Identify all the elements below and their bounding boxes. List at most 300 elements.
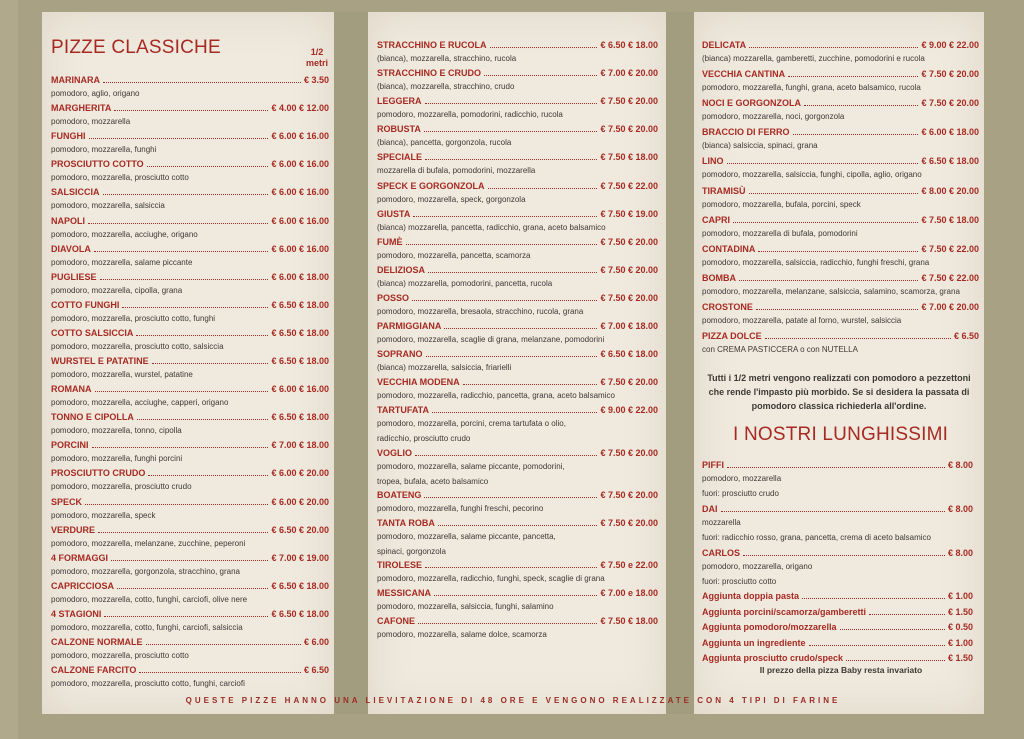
menu-item-price: € 6.00 € 16.00 (271, 159, 329, 170)
dot-leader (114, 102, 268, 111)
menu-item-row (377, 404, 658, 416)
menu-item-ingredients: mozzarella di bufala, pomodorini, mozzarella (377, 166, 536, 176)
menu-item (377, 151, 658, 176)
menu-item (51, 186, 329, 211)
dot-leader (415, 447, 597, 456)
menu-item-price: € 6.00 € 16.00 (271, 384, 329, 395)
menu-item (51, 636, 329, 660)
menu-item-price: € 6.00 € 16.00 (271, 243, 329, 254)
menu-item-row (702, 590, 973, 602)
menu-item-price: € 4.00 € 12.00 (271, 103, 329, 114)
menu-item-ingredients: pomodoro, mozzarella, salame piccante, pomodorini, (377, 461, 565, 471)
menu-item-name: BOMBA (702, 272, 736, 283)
menu-item-ingredients: pomodoro, mozzarella, salame piccante (51, 257, 193, 267)
menu-item-name: SPECK (51, 496, 83, 507)
dot-leader (727, 155, 919, 164)
menu-item-price: € 7.50 € 22.00 (921, 272, 979, 283)
menu-item-ingredients: pomodoro, mozzarella, melanzane, salsiccia, salamino, scamorza, grana (702, 286, 960, 296)
menu-item-name: DELIZIOSA (377, 264, 426, 275)
menu-item-price: € 1.50 (947, 606, 973, 617)
menu-item-ingredients: pomodoro, mozzarella, prosciutto cotto (51, 173, 189, 183)
section-title-classiche: PIZZE CLASSICHE (51, 37, 221, 58)
menu-item-row (51, 355, 329, 367)
half-metre-label-line1: 1/2 (310, 47, 324, 57)
menu-item-row (51, 186, 329, 198)
dot-leader (98, 524, 268, 533)
dot-leader (426, 348, 598, 357)
menu-item-name: CARLOS (702, 548, 740, 558)
menu-item-price: € 7.00 € 20.00 (921, 301, 979, 312)
dot-leader (788, 68, 918, 77)
menu-item-name: PROSCIUTTO COTTO (51, 159, 144, 170)
menu-item (702, 301, 979, 325)
menu-item-ingredients: pomodoro, mozzarella, noci, gorgonzola (702, 112, 845, 122)
dot-leader (103, 74, 301, 83)
menu-item-row (51, 552, 329, 564)
menu-item-row (51, 130, 329, 142)
menu-item-row (51, 158, 329, 170)
menu-item-name: VOGLIO (377, 447, 413, 458)
dot-leader (146, 636, 301, 645)
dot-leader (122, 299, 268, 308)
menu-item-row (377, 123, 658, 135)
menu-item (702, 214, 979, 238)
menu-item-name: WURSTEL E PATATINE (51, 356, 149, 366)
dot-leader (804, 97, 918, 106)
menu-item-name: 4 FORMAGGI (51, 552, 109, 563)
menu-item-name: ROMANA (51, 384, 92, 395)
menu-item-name: CAFONE (377, 616, 415, 627)
menu-item-price: € 7.50 € 20.00 (600, 236, 658, 247)
menu-item-price: € 7.50 € 20.00 (600, 517, 658, 528)
menu-item-row (702, 459, 973, 471)
menu-item (702, 547, 973, 586)
dot-leader (139, 664, 301, 673)
menu-item (377, 559, 658, 583)
menu-item-price: € 6.50 € 18.00 (271, 327, 329, 338)
menu-item-name: FUNGHI (51, 131, 86, 142)
dot-leader (793, 126, 919, 135)
menu-item-row (51, 467, 329, 479)
menu-item-name: FUMÈ (377, 236, 403, 247)
menu-item-price: € 7.00 € 20.00 (600, 68, 658, 79)
menu-item (702, 503, 973, 542)
menu-item (51, 524, 329, 548)
menu-item-row (51, 496, 329, 508)
menu-item-ingredients: pomodoro, mozzarella, speck, gorgonzola (377, 194, 526, 204)
dot-leader (412, 292, 597, 301)
menu-item (702, 459, 973, 498)
menu-item-row (51, 636, 329, 648)
dot-leader (488, 180, 598, 189)
menu-item-price: € 7.50 € 18.00 (600, 152, 658, 163)
menu-item (51, 664, 329, 689)
menu-item-row (702, 214, 979, 226)
menu-item-row (702, 503, 973, 515)
menu-item-name: CONTADINA (702, 243, 756, 254)
menu-item-ingredients: pomodoro, mozzarella, funghi, grana, aceto balsamico, rucola (702, 83, 921, 93)
menu-item-name: TANTA ROBA (377, 517, 435, 528)
dot-leader (89, 130, 269, 139)
menu-item-ingredients: pomodoro, mozzarella, funghi (51, 145, 157, 155)
half-metre-note-line1: Tutti i 1/2 metri vengono realizzati con pomodoro a pezzettoni (707, 373, 971, 383)
menu-item-price: € 6.50 (303, 665, 329, 676)
menu-item-price: € 7.00 € 19.00 (271, 552, 329, 563)
menu-item-row (702, 126, 979, 138)
page-edge (0, 0, 18, 739)
menu-item-price: € 0.50 (947, 622, 973, 632)
menu-item-ingredients: pomodoro, mozzarella, speck (51, 510, 156, 520)
menu-item-row (51, 411, 329, 423)
menu-item-name: BRACCIO DI FERRO (702, 127, 790, 138)
menu-item-name: TIROLESE (377, 560, 423, 570)
menu-item-price: € 7.50 € 20.00 (600, 447, 658, 458)
menu-item-ingredients: pomodoro, mozzarella, prosciutto cotto, funghi (51, 313, 216, 323)
dot-leader (846, 652, 945, 661)
menu-item (51, 327, 329, 351)
menu-item (377, 180, 658, 204)
dot-leader (424, 489, 597, 498)
menu-item (377, 587, 658, 612)
menu-item-name: MARINARA (51, 75, 100, 85)
menu-item-name: POSSO (377, 292, 410, 303)
menu-item-ingredients: pomodoro, mozzarella, scaglie di grana, melanzane, pomodorini (377, 335, 605, 344)
menu-item-price: € 6.50 € 18.00 (271, 299, 329, 310)
menu-item-price: € 7.50 € 20.00 (600, 96, 658, 107)
menu-item (51, 130, 329, 155)
menu-item-row (51, 327, 329, 339)
menu-item-ingredients: pomodoro, mozzarella, prosciutto cotto, funghi, carciofi (51, 679, 245, 689)
menu-item-ingredients: pomodoro, mozzarella di bufala, pomodorini (702, 228, 858, 238)
menu-item (702, 637, 973, 650)
menu-item-name: CAPRI (702, 214, 731, 225)
half-metre-label (300, 47, 334, 69)
menu-item-ingredients-extra: radicchio, prosciutto crudo (377, 434, 471, 444)
menu-item-row (377, 320, 658, 332)
dot-leader (749, 39, 918, 48)
menu-item-ingredients: pomodoro, mozzarella, funghi porcini (51, 454, 183, 464)
dot-leader (444, 320, 597, 329)
menu-item-row (51, 524, 329, 536)
menu-item-ingredients: pomodoro, mozzarella, radicchio, funghi, speck, scaglie di grana (377, 574, 605, 583)
menu-item-price: € 6.00 € 16.00 (271, 187, 329, 198)
menu-item (51, 355, 329, 379)
baby-pizza-note: Il prezzo della pizza Baby resta invariato (759, 665, 923, 675)
menu-item-ingredients-extra: fuori: radicchio rosso, grana, pancetta, crema di aceto balsamico (702, 533, 932, 542)
dot-leader (484, 67, 597, 76)
menu-item-name: NOCI E GORGONZOLA (702, 98, 801, 109)
menu-item-name: PIZZA DOLCE (702, 331, 762, 341)
menu-item-row (377, 67, 658, 79)
menu-item-row (377, 517, 658, 529)
menu-item-ingredients: pomodoro, mozzarella, wurstel, patatine (51, 370, 193, 379)
menu-item-name: DELICATA (702, 40, 747, 50)
menu-item-price: € 7.50 € 20.00 (600, 292, 658, 303)
menu-item-row (51, 383, 329, 395)
menu-item (377, 615, 658, 640)
menu-item-price: € 7.50 € 20.00 (600, 264, 658, 275)
menu-item-price: € 6.00 € 20.00 (271, 496, 329, 507)
menu-item-name: Aggiunta un ingrediente (702, 637, 806, 648)
menu-item-row (702, 621, 973, 633)
menu-item (702, 330, 979, 354)
menu-item-price: € 6.00 € 16.00 (271, 131, 329, 142)
menu-item-price: € 6.00 € 20.00 (271, 468, 329, 479)
menu-item-name: Aggiunta pomodoro/mozzarella (702, 622, 837, 632)
menu-item (702, 126, 979, 151)
menu-item-price: € 6.00 € 18.00 (271, 271, 329, 282)
dot-leader (137, 411, 269, 420)
dot-leader (425, 95, 598, 104)
menu-item-name: TARTUFATA (377, 405, 429, 416)
menu-item-price: € 6.50 € 20.00 (271, 524, 329, 535)
menu-item-name: CALZONE FARCITO (51, 665, 137, 676)
menu-item-name: SALSICCIA (51, 187, 100, 198)
menu-item-price: € 7.50 € 20.00 (600, 124, 658, 135)
menu-item (51, 580, 329, 604)
dot-leader (413, 208, 597, 217)
menu-item-ingredients: pomodoro, mozzarella, pancetta, scamorza (377, 250, 531, 260)
menu-item-price: € 6.50 € 18.00 (600, 349, 658, 360)
menu-item-ingredients: pomodoro, mozzarella, bresaola, stracchino, rucola, grana (377, 306, 584, 316)
menu-item-row (702, 330, 979, 342)
menu-item-ingredients: pomodoro, mozzarella, tonno, cipolla (51, 426, 182, 436)
menu-item (702, 185, 979, 209)
menu-item-row (377, 376, 658, 388)
menu-item (702, 97, 979, 122)
menu-item-price: € 8.00 (947, 548, 973, 558)
menu-item-name: 4 STAGIONI (51, 608, 102, 619)
menu-item (51, 608, 329, 632)
menu-item-price: € 6.00 € 18.00 (921, 127, 979, 138)
menu-item-row (377, 348, 658, 360)
menu-item-row (702, 68, 979, 80)
menu-item-ingredients: pomodoro, aglio, origano (51, 89, 140, 98)
menu-item-row (702, 243, 979, 255)
dot-leader (152, 355, 269, 364)
menu-item (51, 552, 329, 576)
dot-leader (104, 608, 268, 617)
menu-item-ingredients: (bianca) mozzarella, pomodorini, pancetta, rucola (377, 278, 553, 288)
menu-item (377, 376, 658, 401)
menu-item-name: TIRAMISÙ (702, 185, 746, 196)
menu-item (377, 208, 658, 232)
menu-item (51, 102, 329, 127)
menu-item-row (51, 243, 329, 255)
dot-leader (111, 552, 268, 561)
menu-item-ingredients: pomodoro, mozzarella, funghi freschi, pecorino (377, 503, 544, 513)
menu-item-price: € 7.50 € 20.00 (921, 69, 979, 80)
dot-leader (432, 404, 597, 413)
menu-item-ingredients: pomodoro, mozzarella, salsiccia (51, 201, 165, 211)
menu-item (51, 74, 329, 98)
menu-item-price: € 8.00 € 20.00 (921, 185, 979, 196)
menu-item (377, 348, 658, 373)
menu-item-ingredients: pomodoro, mozzarella, bufala, porcini, speck (702, 199, 861, 209)
menu-item-ingredients: pomodoro, mozzarella, acciughe, capperi, origano (51, 398, 229, 408)
menu-item-name: MARGHERITA (51, 103, 112, 114)
menu-item-row (51, 102, 329, 114)
menu-item-name: SOPRANO (377, 349, 423, 360)
menu-item-name: SPECK E GORGONZOLA (377, 180, 485, 191)
menu-item-row (377, 236, 658, 248)
menu-item-ingredients: (bianca) mozzarella, pancetta, radicchio, grana, aceto balsamico (377, 222, 606, 232)
menu-item-price: € 9.00 € 22.00 (921, 40, 979, 50)
menu-item (51, 243, 329, 267)
dot-leader (418, 615, 597, 624)
menu-item-name: Aggiunta doppia pasta (702, 591, 800, 601)
menu-item-name: TONNO E CIPOLLA (51, 412, 134, 423)
menu-item-ingredients-extra: spinaci, gorgonzola (377, 546, 446, 556)
menu-item-name: LEGGERA (377, 96, 422, 107)
menu-item-name: ROBUSTA (377, 124, 421, 135)
dot-leader (94, 243, 269, 252)
menu-item-ingredients-extra: tropea, bufala, aceto balsamico (377, 476, 489, 486)
menu-item-ingredients: pomodoro, mozzarella, origano (702, 562, 813, 571)
dot-leader (758, 243, 918, 252)
menu-item-row (377, 208, 658, 220)
menu-item-row (51, 74, 329, 86)
menu-item (377, 39, 658, 63)
menu-item-price: € 6.00 € 16.00 (271, 215, 329, 226)
menu-item-name: VECCHIA CANTINA (702, 69, 786, 80)
half-metre-note-line2: che rende l'impasto più morbido. Se si desidera la passata di (708, 387, 970, 397)
menu-item-name: PIFFI (702, 460, 724, 470)
menu-item-row (702, 547, 973, 559)
menu-item-price: € 6.50 € 18.00 (271, 608, 329, 619)
menu-item-row (702, 39, 979, 51)
menu-item-name: CAPRICCIOSA (51, 580, 115, 591)
menu-item (377, 264, 658, 288)
menu-item (377, 404, 658, 444)
menu-item-name: STRACCHINO E CRUDO (377, 68, 482, 79)
menu-item-row (51, 664, 329, 676)
menu-item-name: SPECIALE (377, 152, 423, 163)
menu-item-name: CALZONE NORMALE (51, 637, 143, 647)
menu-item (702, 590, 973, 603)
menu-item-ingredients: pomodoro, mozzarella, acciughe, origano (51, 229, 198, 239)
menu-item-price: € 1.00 (947, 637, 973, 648)
menu-item-name: BOATENG (377, 489, 422, 500)
dot-leader (428, 264, 597, 273)
menu-item-ingredients: pomodoro, mozzarella (51, 117, 131, 127)
menu-item (377, 67, 658, 92)
menu-item-ingredients: pomodoro, mozzarella, salsiccia, funghi, cipolla, aglio, origano (702, 170, 922, 180)
half-metre-note (696, 371, 982, 413)
menu-item-price: € 6.50 € 18.00 (600, 40, 658, 50)
menu-item-price: € 7.00 € 18.00 (271, 440, 329, 451)
menu-item-row (377, 587, 658, 599)
menu-item-price: € 6.00 (303, 637, 329, 647)
menu-item-price: € 6.50 € 18.00 (271, 580, 329, 591)
menu-item-ingredients-extra: fuori: prosciutto cotto (702, 577, 777, 586)
dot-leader (117, 580, 268, 589)
menu-item (51, 158, 329, 183)
menu-item-ingredients: pomodoro, mozzarella, prosciutto crudo (51, 482, 192, 492)
menu-item-row (702, 272, 979, 284)
menu-item (702, 39, 979, 63)
menu-item-ingredients: con CREMA PASTICCERA o con NUTELLA (702, 345, 858, 354)
dot-leader (88, 215, 268, 224)
menu-item-price: € 7.50 € 19.00 (600, 208, 658, 219)
menu-item-row (377, 180, 658, 192)
menu-item (702, 621, 973, 634)
dot-leader (85, 496, 268, 505)
dot-leader (743, 547, 945, 556)
menu-item-row (702, 301, 979, 313)
menu-item-name: PROSCIUTTO CRUDO (51, 468, 146, 479)
menu-item-name: GIUSTA (377, 208, 411, 219)
menu-item-price: € 7.00 e 18.00 (600, 588, 658, 599)
dot-leader (749, 185, 919, 194)
menu-item (51, 271, 329, 295)
menu-item (377, 517, 658, 556)
menu-item-name: CROSTONE (702, 301, 753, 312)
menu-item-name: Aggiunta prosciutto crudo/speck (702, 653, 844, 663)
menu-item (51, 467, 329, 492)
menu-item (377, 95, 658, 120)
menu-item-ingredients: pomodoro, mozzarella, radicchio, pancetta, grana, aceto balsamico (377, 391, 615, 401)
menu-item-ingredients: (bianca), pancetta, gorgonzola, rucola (377, 138, 512, 148)
menu-item-ingredients: pomodoro, mozzarella, porcini, crema tartufata o olio, (377, 419, 566, 429)
menu-item-price: € 7.50 € 22.00 (600, 180, 658, 191)
menu-item-row (377, 264, 658, 276)
menu-item (377, 292, 658, 316)
menu-item-ingredients: pomodoro, mozzarella, pomodorini, radicchio, rucola (377, 110, 563, 120)
half-metre-note-line3: pomodoro classica richiederla all'ordine. (751, 401, 927, 411)
dot-leader (136, 327, 268, 336)
menu-item-price: € 6.50 (953, 331, 979, 341)
menu-item-price: € 8.00 (947, 504, 973, 514)
menu-item (377, 489, 658, 513)
menu-item-name: COTTO SALSICCIA (51, 327, 134, 338)
menu-item-ingredients: pomodoro, mozzarella, cipolla, grana (51, 285, 183, 295)
menu-item-row (702, 97, 979, 109)
menu-item-ingredients: pomodoro, mozzarella, gorgonzola, stracchino, grana (51, 566, 240, 576)
dot-leader (739, 272, 918, 281)
menu-item-row (51, 439, 329, 451)
dot-leader (809, 637, 945, 646)
menu-item-name: COTTO FUNGHI (51, 299, 120, 310)
dot-leader (92, 439, 269, 448)
dot-leader (425, 559, 597, 568)
divider-stripe (334, 12, 368, 714)
menu-item-ingredients: pomodoro, mozzarella, cotto, funghi, carciofi, salsiccia (51, 622, 243, 632)
dot-leader (490, 39, 598, 48)
dot-leader (100, 271, 269, 280)
menu-item-ingredients: pomodoro, mozzarella (702, 474, 782, 483)
menu-item-row (377, 39, 658, 51)
menu-item (51, 496, 329, 520)
menu-item (702, 606, 973, 619)
menu-item-price: € 7.50 € 18.00 (600, 616, 658, 627)
menu-item-row (51, 580, 329, 592)
dot-leader (840, 621, 945, 630)
footer-note: QUESTE PIZZE HANNO UNA LIEVITAZIONE DI 48 ORE E VENGONO REALIZZATE CON 4 TIPI DI FARINE (185, 696, 841, 705)
menu-item-row (377, 559, 658, 571)
menu-item (377, 236, 658, 260)
menu-item-price: € 7.50 € 22.00 (921, 243, 979, 254)
menu-item (377, 123, 658, 148)
half-metre-label-line2: metri (305, 58, 328, 68)
menu-item-ingredients: pomodoro, mozzarella, salame dolce, scamorza (377, 630, 547, 640)
menu-item-ingredients: (bianca), mozzarella, stracchino, crudo (377, 82, 515, 92)
dot-leader (727, 459, 945, 468)
dot-leader (733, 214, 918, 223)
menu-item-ingredients: mozzarella (702, 518, 741, 527)
menu-item-name: DIAVOLA (51, 243, 91, 254)
dot-leader (406, 236, 598, 245)
